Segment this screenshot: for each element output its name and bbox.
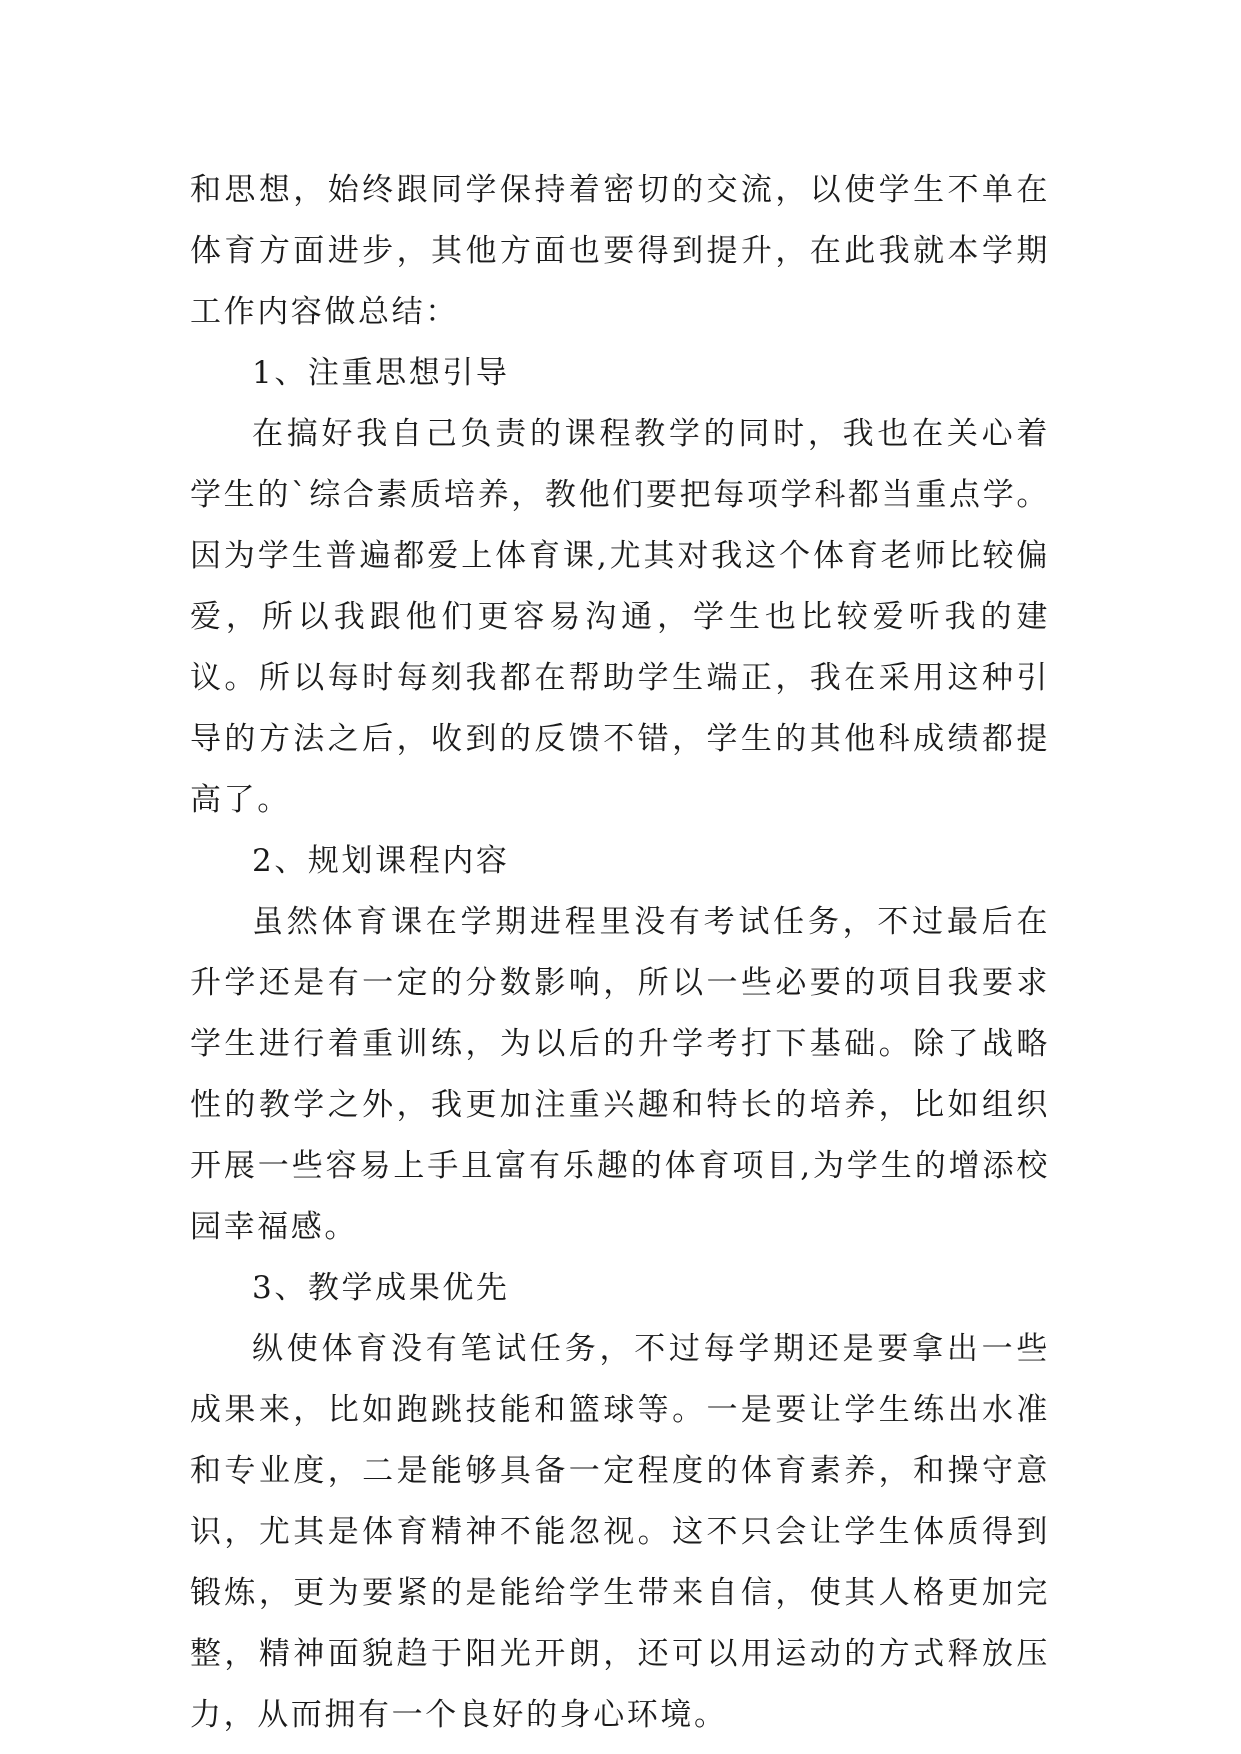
- paragraph-section-1: 在搞好我自己负责的课程教学的同时，我也在关心着学生的`综合素质培养，教他们要把每项学科都当重点学。因为学生普遍都爱上体育课,尤其对我这个体育老师比较偏爱，所以我跟他们更容易沟通，学生也比较爱听我的建议。所以每时每刻我都在帮助学生端正，我在采用这种引导的方法之后，收到的反馈不错，学生的其他科成绩都提高了。: [190, 416, 1050, 818]
- section-heading-2: 2、规划课程内容: [252, 843, 510, 879]
- paragraph-continuation: 和思想，始终跟同学保持着密切的交流，以使学生不单在体育方面进步，其他方面也要得到提升，在此我就本学期工作内容做总结：: [190, 172, 1050, 330]
- section-heading-1: 1、注重思想引导: [252, 355, 510, 391]
- document-body: [190, 160, 1050, 1746]
- section-heading-3: 3、教学成果优先: [252, 1270, 510, 1306]
- paragraph-section-3: 纵使体育没有笔试任务，不过每学期还是要拿出一些成果来，比如跑跳技能和篮球等。一是要让学生练出水准和专业度，二是能够具备一定程度的体育素养，和操守意识，尤其是体育精神不能忽视。这不只会让学生体质得到锻炼，更为要紧的是能给学生带来自信，使其人格更加完整，精神面貌趋于阳光开朗，还可以用运动的方式释放压力，从而拥有一个良好的身心环境。: [190, 1331, 1050, 1733]
- paragraph-section-2: 虽然体育课在学期进程里没有考试任务，不过最后在升学还是有一定的分数影响，所以一些必要的项目我要求学生进行着重训练，为以后的升学考打下基础。除了战略性的教学之外，我更加注重兴趣和特长的培养，比如组织开展一些容易上手且富有乐趣的体育项目,为学生的增添校园幸福感。: [190, 904, 1050, 1245]
